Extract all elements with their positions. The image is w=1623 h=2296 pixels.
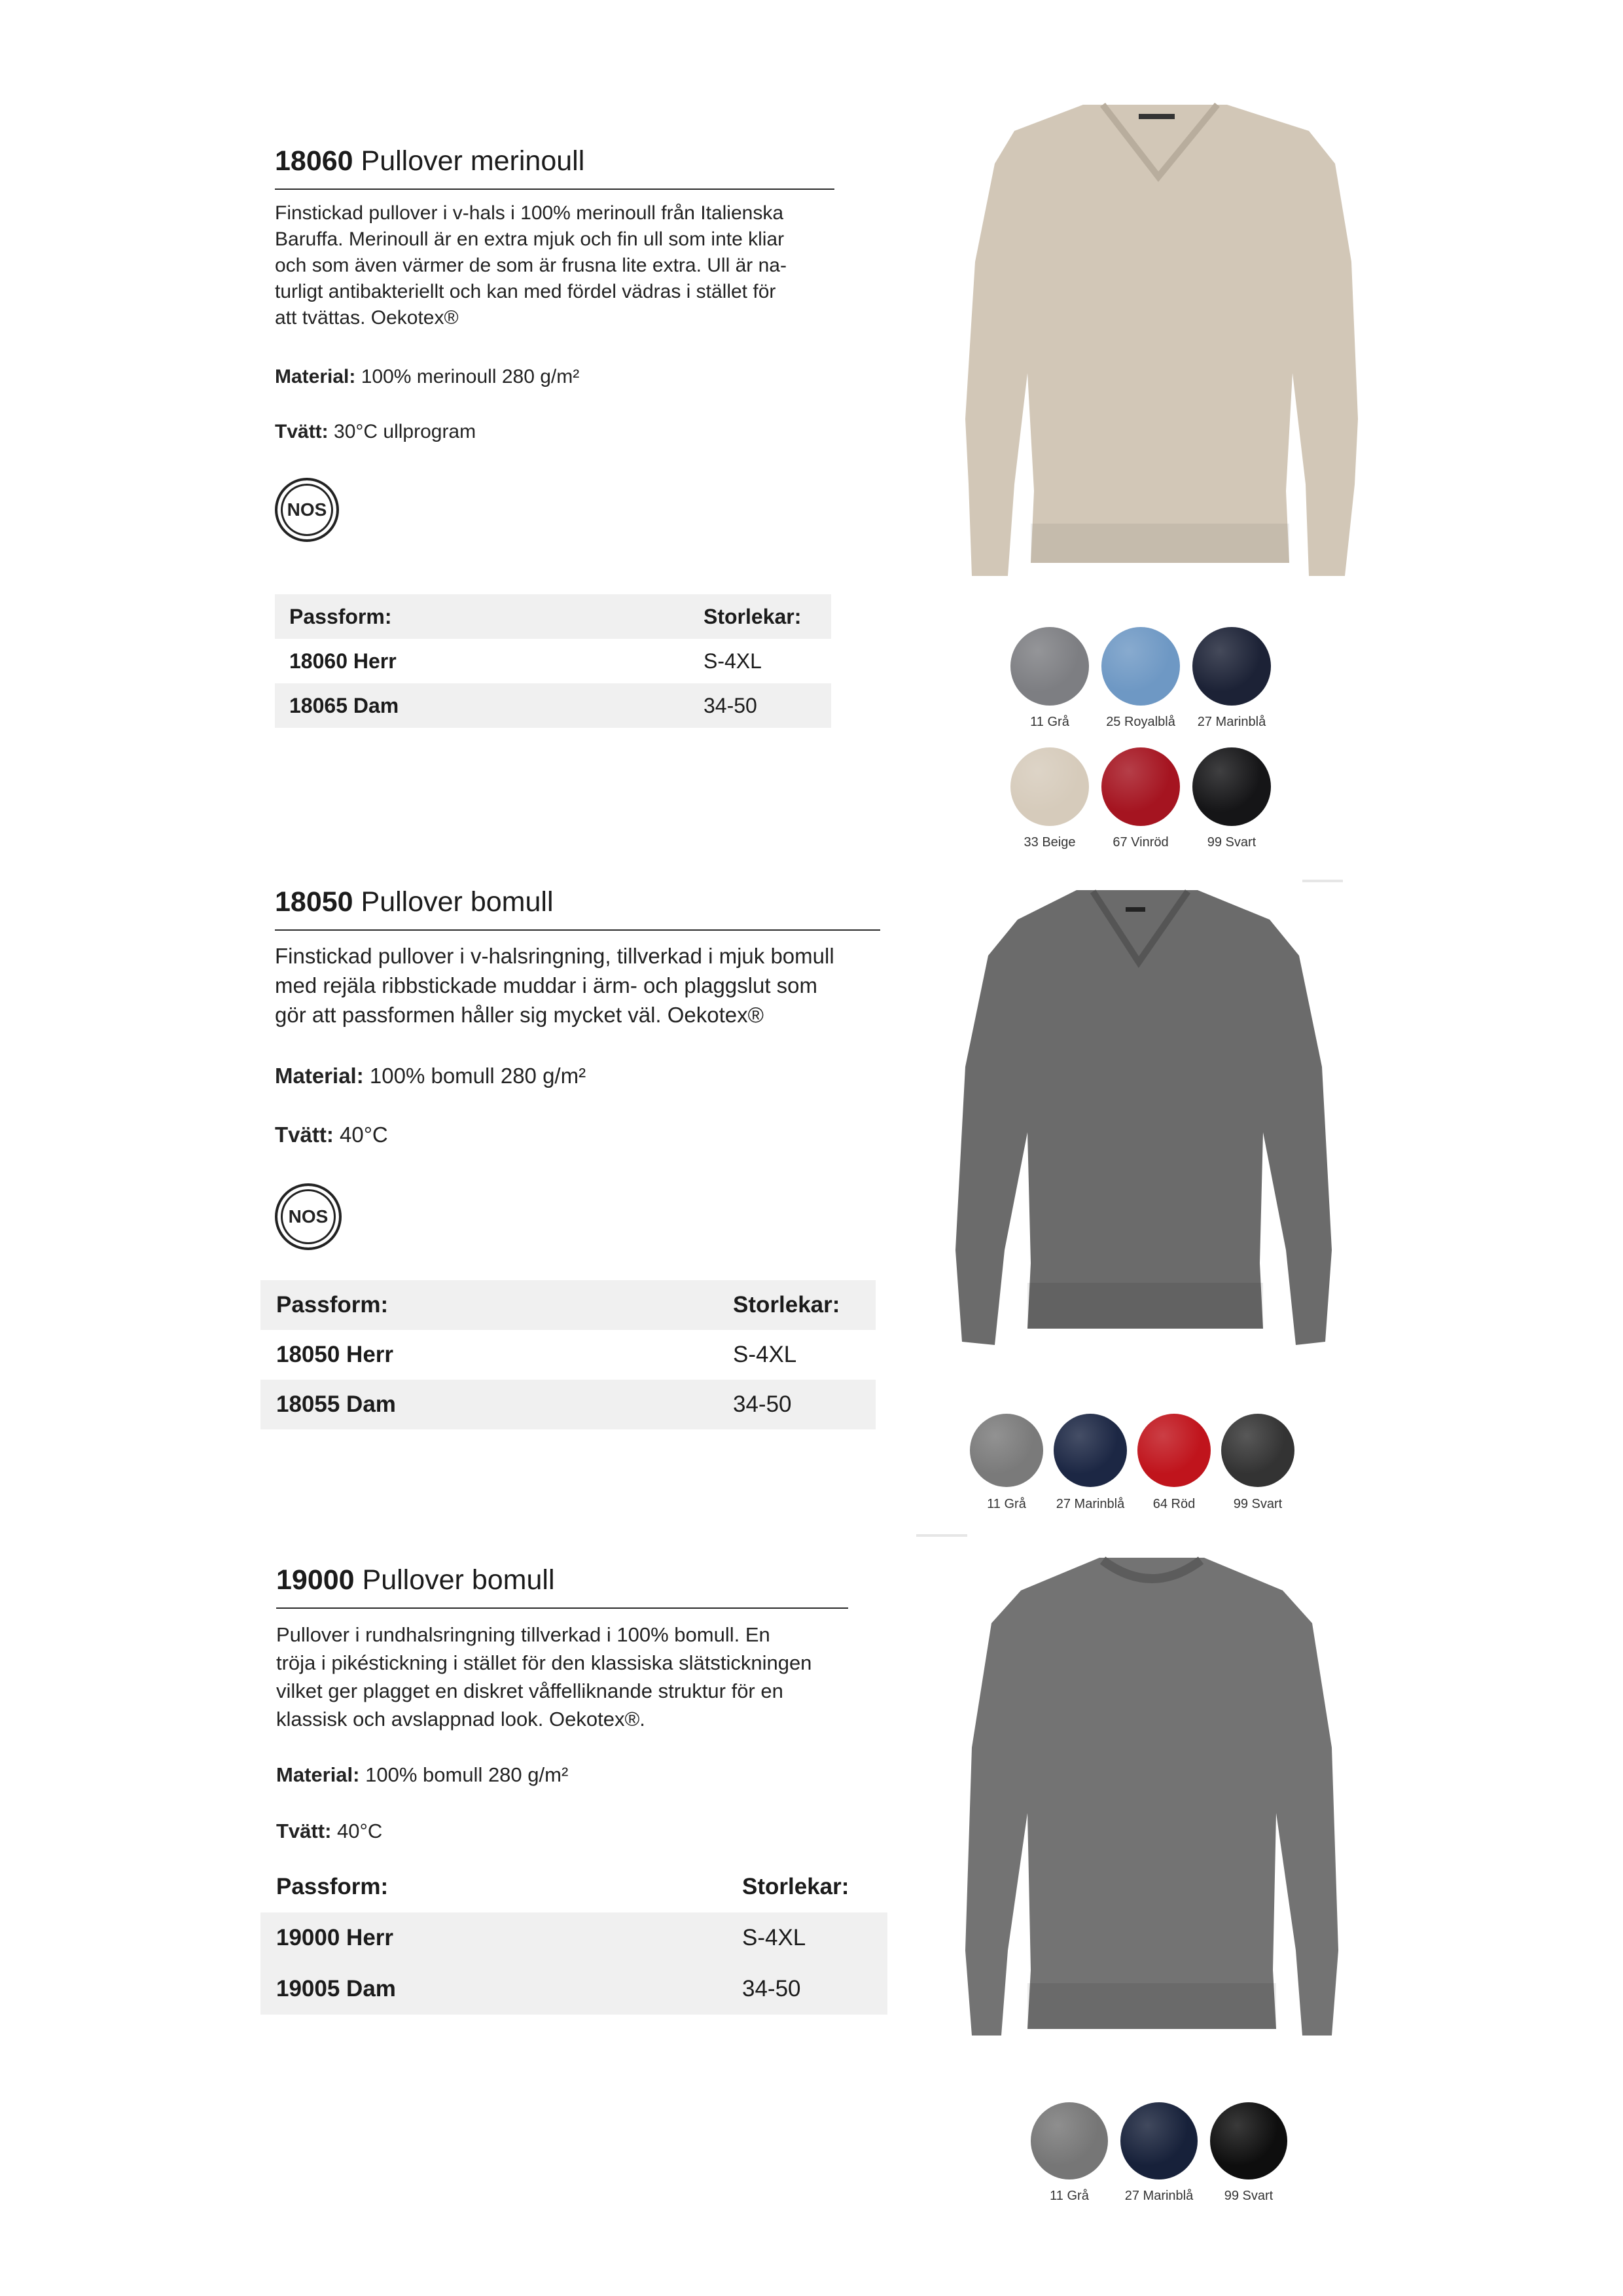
product-description — [275, 200, 851, 331]
material-value: 100% merinoull 280 g/m² — [361, 366, 580, 387]
color-label: 67 Vinröd — [1113, 835, 1169, 850]
fit-size-table — [275, 594, 831, 729]
color-label: 27 Marinblå — [1197, 715, 1266, 729]
material-label: Material: — [275, 1064, 364, 1088]
wash-value: 40°C — [340, 1122, 388, 1147]
description-line: och som även värmer de som är frusna lite extra. Ull är na- — [275, 255, 787, 276]
nos-badge-text: NOS — [287, 499, 327, 520]
description-line: att tvättas. Oekotex® — [275, 307, 459, 329]
header-fit: Passform: — [289, 604, 392, 628]
wash-value: 30°C ullprogram — [334, 421, 476, 442]
size-cell: 34-50 — [704, 693, 757, 717]
fit-cell: 18060 Herr — [289, 649, 397, 673]
fit-cell: 18050 Herr — [276, 1342, 394, 1367]
color-swatch[interactable] — [1010, 627, 1089, 706]
color-swatch[interactable] — [1221, 1414, 1294, 1487]
product-image-crewneck-sweater — [936, 1551, 1355, 2055]
product-description — [275, 941, 890, 1030]
table-row — [275, 683, 831, 728]
color-swatch[interactable] — [1120, 2102, 1198, 2179]
table-row — [260, 1380, 876, 1429]
sweater-label — [1139, 114, 1175, 119]
product-code: 18060 — [275, 145, 353, 177]
product-image-vneck-sweater — [929, 884, 1348, 1355]
color-label: 99 Svart — [1207, 835, 1257, 850]
material-spec — [275, 364, 579, 390]
description-line: turligt antibakteriellt och kan med fördel vädras i stället för — [275, 281, 776, 302]
description-line: vilket ger plagget en diskret våffelliknande struktur för en — [276, 1679, 783, 1702]
product-name: Pullover merinoull — [361, 145, 585, 177]
description-line: Finstickad pullover i v-hals i 100% merinoull från Italienska — [275, 202, 784, 224]
sweater-body — [965, 1558, 1338, 2036]
sweater-label — [1126, 907, 1145, 912]
description-line: med rejäla ribbstickade muddar i ärm- och plaggslut som — [275, 973, 818, 997]
size-cell: 34-50 — [742, 1976, 801, 2001]
description-line: gör att passformen håller sig mycket väl. Oekotex® — [275, 1003, 764, 1027]
color-swatch[interactable] — [1192, 627, 1271, 706]
color-label: 25 Royalblå — [1106, 715, 1175, 729]
table-row — [260, 1964, 887, 2015]
color-label: 99 Svart — [1224, 2189, 1274, 2203]
color-label: 27 Marinblå — [1124, 2189, 1194, 2203]
color-swatch[interactable] — [1010, 747, 1089, 826]
fit-cell: 18055 Dam — [276, 1391, 396, 1417]
title-rule — [275, 188, 834, 190]
fit-size-table — [260, 1861, 887, 2016]
crop-mark — [1302, 880, 1343, 882]
description-line: Finstickad pullover i v-halsringning, tillverkad i mjuk bomull — [275, 944, 834, 968]
color-swatch[interactable] — [1192, 747, 1271, 826]
product-name: Pullover bomull — [362, 1564, 555, 1596]
wash-label: Tvätt: — [275, 421, 329, 442]
table-row — [275, 639, 831, 683]
header-fit: Passform: — [276, 1292, 389, 1318]
title-rule — [275, 929, 880, 931]
color-swatch[interactable] — [1054, 1414, 1127, 1487]
size-cell: 34-50 — [733, 1391, 792, 1417]
material-spec — [275, 1063, 586, 1089]
sweater-hem — [1027, 1983, 1276, 2029]
description-line: Baruffa. Merinoull är en extra mjuk och fin ull som inte kliar — [275, 228, 785, 250]
wash-value: 40°C — [337, 1820, 383, 1842]
product-title — [276, 1563, 555, 1597]
wash-spec — [276, 1818, 382, 1844]
wash-spec — [275, 1122, 388, 1148]
header-sizes: Storlekar: — [704, 604, 802, 628]
wash-label: Tvätt: — [276, 1820, 332, 1842]
size-cell: S-4XL — [742, 1925, 806, 1950]
product-title — [275, 885, 554, 919]
description-line: Pullover i rundhalsringning tillverkad i 100% bomull. En — [276, 1623, 770, 1646]
product-description — [276, 1621, 865, 1733]
color-label: 64 Röd — [1152, 1497, 1196, 1511]
fit-cell: 19000 Herr — [276, 1925, 394, 1950]
nos-badge — [275, 1183, 342, 1250]
color-swatch[interactable] — [1031, 2102, 1108, 2179]
description-line: tröja i pikéstickning i stället för den klassiska slätstickningen — [276, 1651, 812, 1674]
description-line: klassisk och avslappnad look. Oekotex®. — [276, 1708, 645, 1731]
header-sizes: Storlekar: — [733, 1292, 840, 1318]
product-image-vneck-sweater — [942, 92, 1368, 589]
table-header-row — [260, 1861, 887, 1912]
color-swatch[interactable] — [1137, 1414, 1211, 1487]
color-swatch[interactable] — [1101, 627, 1180, 706]
product-code: 19000 — [276, 1564, 355, 1596]
material-value: 100% bomull 280 g/m² — [369, 1064, 586, 1088]
header-fit: Passform: — [276, 1874, 389, 1899]
wash-spec — [275, 419, 476, 445]
color-label: 11 Grå — [1030, 715, 1069, 729]
sweater-hem — [1027, 1283, 1263, 1329]
product-code: 18050 — [275, 886, 353, 918]
sweater-hem — [1031, 524, 1289, 563]
product-title — [275, 144, 584, 178]
fit-size-table — [260, 1280, 876, 1432]
table-header-row — [260, 1280, 876, 1330]
color-label: 27 Marinblå — [1056, 1497, 1125, 1511]
material-spec — [276, 1762, 568, 1788]
header-sizes: Storlekar: — [742, 1874, 849, 1899]
material-value: 100% bomull 280 g/m² — [365, 1763, 569, 1786]
table-row — [260, 1912, 887, 1964]
color-swatch[interactable] — [1101, 747, 1180, 826]
material-label: Material: — [276, 1763, 360, 1786]
color-swatch[interactable] — [970, 1414, 1043, 1487]
size-cell: S-4XL — [704, 649, 762, 673]
table-header-row — [275, 594, 831, 639]
crop-mark — [916, 1534, 967, 1537]
color-label: 11 Grå — [987, 1497, 1026, 1511]
wash-label: Tvätt: — [275, 1122, 334, 1147]
color-label: 33 Beige — [1024, 835, 1076, 850]
fit-cell: 19005 Dam — [276, 1976, 396, 2001]
color-swatch[interactable] — [1210, 2102, 1287, 2179]
title-rule — [276, 1607, 848, 1609]
nos-badge — [275, 478, 339, 542]
table-row — [260, 1330, 876, 1380]
material-label: Material: — [275, 366, 356, 387]
fit-cell: 18065 Dam — [289, 693, 399, 717]
product-name: Pullover bomull — [361, 886, 554, 918]
color-label: 11 Grå — [1050, 2189, 1089, 2203]
size-cell: S-4XL — [733, 1342, 797, 1367]
nos-badge-text: NOS — [288, 1206, 329, 1227]
color-label: 99 Svart — [1233, 1497, 1283, 1511]
